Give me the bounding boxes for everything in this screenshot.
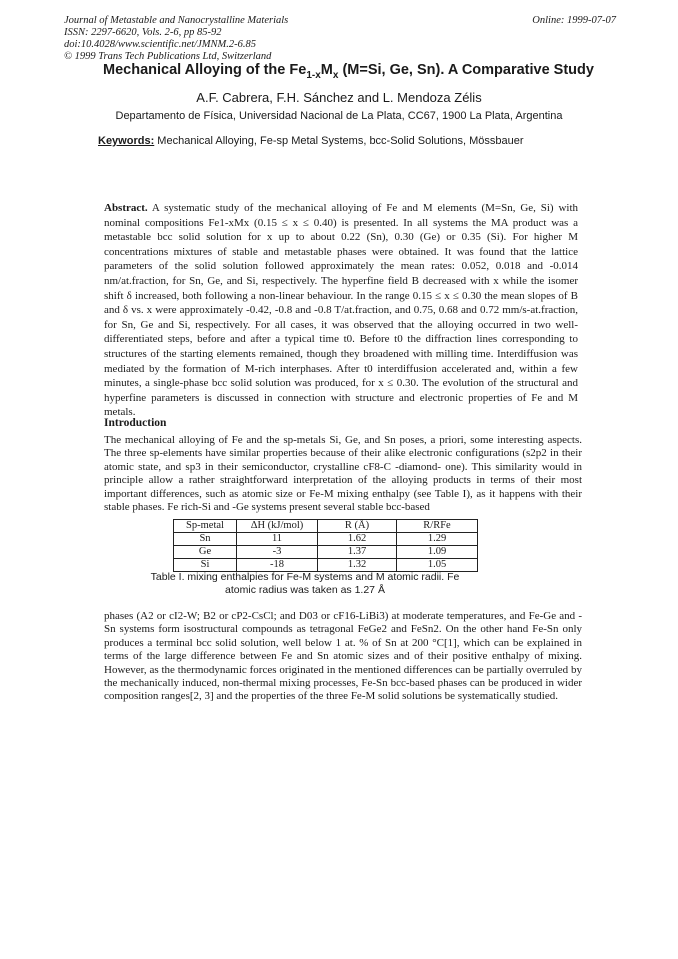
doi-line[interactable]: doi:10.4028/www.scientific.net/JMNM.2-6.85 bbox=[64, 39, 256, 50]
table-header-cell: ΔH (kJ/mol) bbox=[237, 520, 318, 533]
table-cell: Sn bbox=[174, 533, 237, 546]
abstract-label: Abstract. bbox=[104, 202, 148, 214]
table-cell: 1.29 bbox=[397, 533, 478, 546]
table-cell: 1.05 bbox=[397, 559, 478, 572]
abstract-text: A systematic study of the mechanical alloying of Fe and M elements (M=Sn, Ge, Si) with nominal compositions Fe1-xMx (0.15 ≤ x ≤ 0.40) is presented. In all systems the MA product was a metastable bcc solid solution for x up to about 0.22 (Sn), 0.30 (Ge) or 0.35 (Si). For higher M concentrations mixtures of stable and metastable phases were obtained. It was found that the lattice parameters of the solid solution followed approximately the mean rates: 0.052, 0.018 and -0.014 nm/at.fraction, for Sn, Ge, and Si, respectively. The hyperfine field B decreased with x while the isomer shift δ increased, both following a non-linear behaviour. In the range 0.15 ≤ x ≤ 0.30 the mean slopes of B and δ vs. x were approximately -0.42, -0.8 and -0.8 T/at.fraction, and 0.75, 0.68 and 0.72 mm/s-at.fraction, for Sn, Ge and Si, respectively. For all cases, it was observed that the alloying occurred in two well-differentiated steps, before and after a typical time t0. Before t0 the diffraction lines corresponding to structures of the starting elements remained, though they broadened with milling time. Interdiffusion was mediated by the formation of M-rich interphases. After t0 interdiffusion accelerated and, within a few minutes, a single-phase bcc solid solution was produced, for x ≤ 0.30. The evolution of the structural and hyperfine parameters is discussed in connection with structure and electronic properties of Fe and M metals. bbox=[104, 202, 578, 419]
table-header-cell: Sp-metal bbox=[174, 520, 237, 533]
table-cell: -18 bbox=[237, 559, 318, 572]
table-row bbox=[174, 559, 478, 572]
title-mid: M bbox=[320, 62, 333, 78]
table-cell: 11 bbox=[237, 533, 318, 546]
table-header-row bbox=[174, 520, 478, 533]
table-cell: Si bbox=[174, 559, 237, 572]
copyright-line: © 1999 Trans Tech Publications Ltd, Switzerland bbox=[64, 51, 272, 62]
issn-line: ISSN: 2297-6620, Vols. 2-6, pp 85-92 bbox=[64, 27, 222, 38]
table-caption: Table I. mixing enthalpies for Fe-M systems and M atomic radii. Fe atomic radius was taken as 1.27 Å bbox=[150, 571, 460, 596]
table-row bbox=[174, 546, 478, 559]
introduction-heading: Introduction bbox=[104, 417, 167, 429]
table-cell: 1.62 bbox=[318, 533, 397, 546]
table-header-cell: R/RFe bbox=[397, 520, 478, 533]
online-date: Online: 1999-07-07 bbox=[532, 15, 616, 26]
table-cell: 1.09 bbox=[397, 546, 478, 559]
table-header-cell: R (Å) bbox=[318, 520, 397, 533]
title-sub: 1-x bbox=[306, 69, 321, 81]
table-cell: Ge bbox=[174, 546, 237, 559]
title-suffix: (M=Si, Ge, Sn). A Comparative Study bbox=[338, 62, 594, 78]
paper-title bbox=[103, 62, 594, 81]
affiliation: Departamento de Física, Universidad Nacional de La Plata, CC67, 1900 La Plata, Argentina bbox=[115, 110, 563, 122]
journal-header bbox=[64, 15, 288, 63]
keywords bbox=[98, 135, 524, 147]
table-cell: 1.32 bbox=[318, 559, 397, 572]
title-sub2: x bbox=[332, 69, 339, 81]
table-cell: 1.37 bbox=[318, 546, 397, 559]
keywords-text: Mechanical Alloying, Fe-sp Metal Systems, bcc-Solid Solutions, Mössbauer bbox=[154, 135, 524, 147]
journal-name: Journal of Metastable and Nanocrystalline Materials bbox=[64, 15, 289, 26]
introduction-paragraph-1: The mechanical alloying of Fe and the sp-metals Si, Ge, and Sn poses, a priori, some interesting aspects. The three sp-elements have similar properties because of their alike electronic configurations (s2p2 in their atomic state, and sp3 in their semiconductor, crystalline cF8-C -diamond- one). This similarity would in principle allow a rather straightforward interpretation of the alloying products in terms of their most important differences, such as atomic size or Fe-M mixing enthalpy (see Table I), as it happens with their stable phases. Fe rich-Si and -Ge systems present several stable bcc-based bbox=[104, 434, 582, 514]
mixing-enthalpy-table bbox=[173, 519, 478, 572]
table-cell: -3 bbox=[237, 546, 318, 559]
keywords-label: Keywords: bbox=[98, 135, 155, 147]
table-row bbox=[174, 533, 478, 546]
title-prefix: Mechanical Alloying of the Fe bbox=[103, 62, 307, 78]
authors: A.F. Cabrera, F.H. Sánchez and L. Mendoza Zélis bbox=[196, 90, 482, 105]
introduction-paragraph-2: phases (A2 or cI2-W; B2 or cP2-CsCl; and D03 or cF16-LiBi3) at moderate temperatures, and Fe-Ge and -Sn systems form isostructural compounds as tetragonal FeGe2 and FeSn2. On the other hand Fe-Sn only produces a terminal bcc solid solution, well below 1 at. % of Sn at 200 °C[1], which can be explained in terms of the large difference between Fe and Sn atomic sizes and of their positive enthalpy of mixing. However, as the thermodynamic forces originated in the mentioned differences can be partially overruled by the mechanically induced, non-thermal mixing processes, Fe-Sn bcc-based phases can be produced in wider composition ranges[2, 3] and the properties of the three Fe-M solid solutions be systematically studied. bbox=[104, 610, 582, 703]
abstract bbox=[104, 201, 578, 420]
